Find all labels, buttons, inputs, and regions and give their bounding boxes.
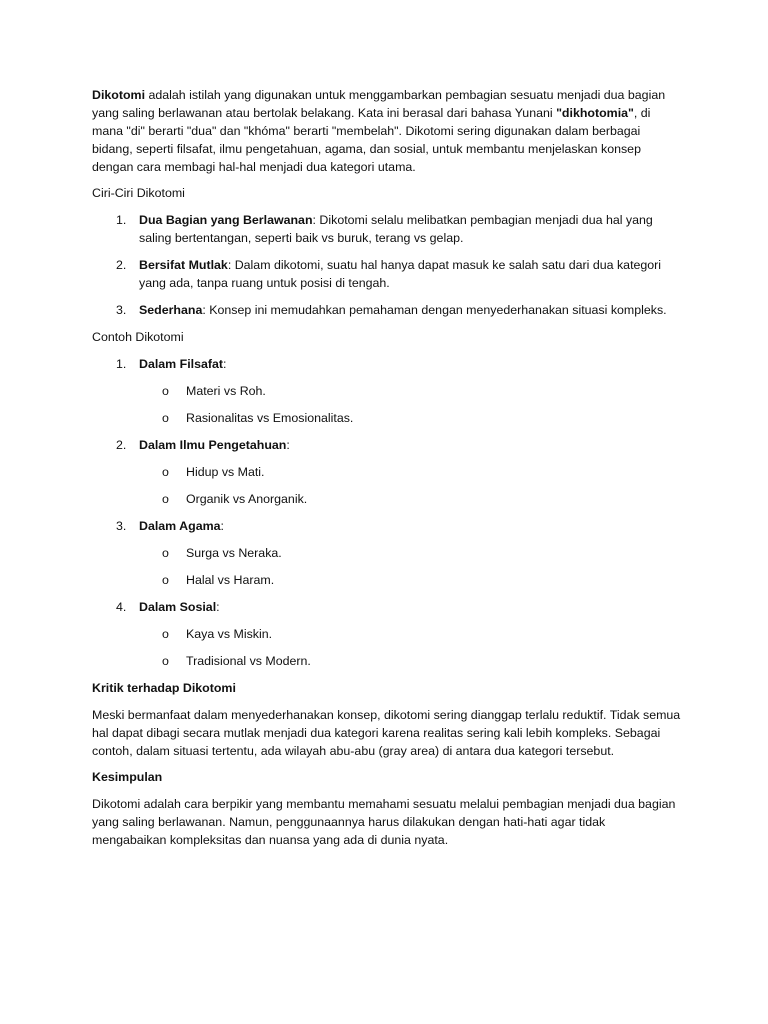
sub-item-text: Surga vs Neraka. — [186, 546, 282, 560]
contoh-item-title: Dalam Ilmu Pengetahuan — [139, 438, 287, 452]
ciri-item-text: : Dikotomi selalu melibatkan pembagian menjadi dua hal yang saling bertentangan, seperti baik vs buruk, terang vs gelap. — [139, 213, 653, 245]
kesimpulan-heading — [92, 768, 682, 786]
bullet-icon: o — [162, 492, 169, 506]
contoh-item-title: Dalam Sosial — [139, 600, 217, 614]
list-number: 1. — [116, 213, 127, 227]
ciri-item-title: Sederhana — [139, 303, 203, 317]
intro-greek-term: "dikhotomia" — [556, 106, 634, 120]
bullet-icon: o — [162, 465, 169, 479]
kritik-paragraph: Meski bermanfaat dalam menyederhanakan konsep, dikotomi sering dianggap terlalu reduktif. Tidak semua hal dapat dibagi secara mutlak menjadi dua kategori karena realitas sering kali lebih kompleks. Sebagai contoh, dalam situasi tertentu, ada wilayah abu-abu (gray area) di antara dua kategori tersebut. — [92, 708, 681, 758]
ciri-item-text: : Dalam dikotomi, suatu hal hanya dapat masuk ke salah satu dari dua kategori yang ada, tanpa ruang untuk posisi di tengah. — [139, 258, 662, 290]
kritik-heading — [92, 679, 682, 697]
sub-item — [92, 571, 682, 589]
contoh-item-title: Dalam Filsafat — [139, 357, 224, 371]
contoh-sublist — [139, 544, 682, 589]
ciri-item — [92, 256, 682, 292]
colon: : — [216, 600, 220, 614]
ciri-list — [92, 211, 682, 319]
colon: : — [223, 357, 227, 371]
bullet-icon: o — [162, 546, 169, 560]
contoh-item — [92, 436, 682, 508]
ciri-item — [92, 301, 682, 319]
sub-item-text: Hidup vs Mati. — [186, 465, 265, 479]
list-number: 2. — [116, 258, 127, 272]
list-number: 3. — [116, 519, 127, 533]
contoh-item — [92, 598, 682, 670]
bullet-icon: o — [162, 573, 169, 587]
contoh-sublist — [139, 463, 682, 508]
ciri-item-title: Bersifat Mutlak — [139, 258, 228, 272]
contoh-item — [92, 355, 682, 427]
contoh-item — [92, 517, 682, 589]
kesimpulan-heading-text: Kesimpulan — [92, 770, 163, 784]
bullet-icon: o — [162, 411, 169, 425]
sub-item — [92, 382, 682, 400]
sub-item — [92, 463, 682, 481]
sub-item — [92, 625, 682, 643]
colon: : — [286, 438, 290, 452]
kesimpulan-paragraph: Dikotomi adalah cara berpikir yang membantu memahami sesuatu melalui pembagian menjadi dua bagian yang saling berlawanan. Namun, penggunaannya harus dilakukan dengan hati-hati agar tidak mengabaikan kompleksitas dan nuansa yang ada di dunia nyata. — [92, 797, 676, 847]
sub-item — [92, 652, 682, 670]
contoh-sublist — [139, 625, 682, 670]
document-body — [92, 86, 682, 857]
intro-text-2: , di mana "di" berarti "dua" dan "khóma" berarti "membelah". Dikotomi sering digunakan dalam berbagai bidang, seperti filsafat, ilmu pengetahuan, agama, dan sosial, untuk membantu menjelaskan konsep dengan cara membagi hal-hal menjadi dua kategori utama. — [92, 106, 651, 174]
colon: : — [220, 519, 224, 533]
sub-item-text: Tradisional vs Modern. — [186, 654, 311, 668]
contoh-sublist — [139, 382, 682, 427]
bullet-icon: o — [162, 654, 169, 668]
intro-text-1: adalah istilah yang digunakan untuk menggambarkan pembagian sesuatu menjadi dua bagian yang saling berlawanan atau bertolak belakang. Kata ini berasal dari bahasa Yunani — [92, 88, 666, 120]
ciri-item-text: : Konsep ini memudahkan pemahaman dengan menyederhanakan situasi kompleks. — [202, 303, 667, 317]
sub-item-text: Materi vs Roh. — [186, 384, 266, 398]
sub-item-text: Halal vs Haram. — [186, 573, 275, 587]
ciri-item-title: Dua Bagian yang Berlawanan — [139, 213, 313, 227]
contoh-heading: Contoh Dikotomi — [92, 330, 184, 344]
intro-term: Dikotomi — [92, 88, 146, 102]
sub-item — [92, 544, 682, 562]
list-number: 4. — [116, 600, 127, 614]
sub-item-text: Organik vs Anorganik. — [186, 492, 308, 506]
contoh-item-title: Dalam Agama — [139, 519, 221, 533]
bullet-icon: o — [162, 627, 169, 641]
contoh-list — [92, 355, 682, 670]
list-number: 1. — [116, 357, 127, 371]
intro-paragraph — [92, 86, 682, 176]
ciri-item — [92, 211, 682, 247]
sub-item — [92, 490, 682, 508]
sub-item — [92, 409, 682, 427]
list-number: 2. — [116, 438, 127, 452]
list-number: 3. — [116, 303, 127, 317]
ciri-heading: Ciri-Ciri Dikotomi — [92, 186, 185, 200]
bullet-icon: o — [162, 384, 169, 398]
kritik-heading-text: Kritik terhadap Dikotomi — [92, 681, 236, 695]
sub-item-text: Rasionalitas vs Emosionalitas. — [186, 411, 354, 425]
sub-item-text: Kaya vs Miskin. — [186, 627, 273, 641]
